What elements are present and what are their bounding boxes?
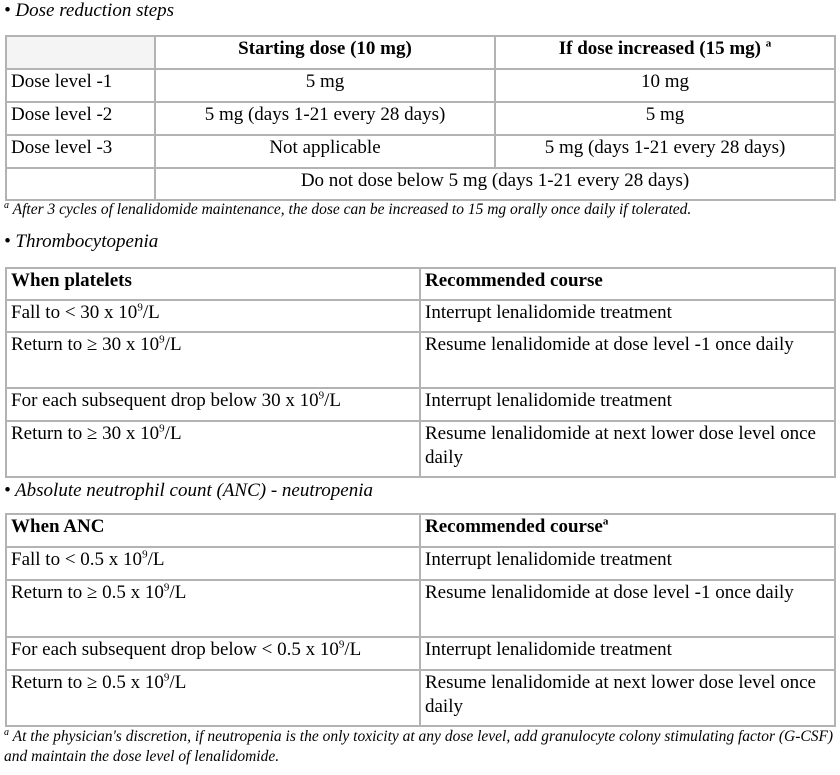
recommended-course: Resume lenalidomide at next lower dose level once daily — [420, 421, 835, 477]
table-row-minimum-dose — [6, 168, 835, 200]
table-row — [6, 332, 835, 388]
header-when-platelets: When platelets — [6, 268, 420, 300]
anc-condition: Fall to < 0.5 x $10^9/L$ — [6, 547, 420, 580]
table-row — [6, 388, 835, 421]
table-header-row — [6, 514, 835, 547]
row-label: Dose level -3 — [6, 135, 155, 168]
thrombocytopenia-heading: • Thrombocytopenia — [4, 231, 159, 252]
row-starting-value: 5 mg (days 1-21 every 28 days) — [155, 102, 495, 135]
recommended-course: Resume lenalidomide at dose level -1 once daily — [420, 580, 835, 637]
header-increased-dose: If dose increased (15 mg) $^a$ — [495, 36, 835, 69]
header-blank-cell — [6, 36, 155, 69]
header-recommended-course: Recommended course — [420, 268, 835, 300]
header-when-anc: When ANC — [6, 514, 420, 547]
platelet-condition: For each subsequent drop below 30 x $10^9/L$ — [6, 388, 420, 421]
anc-condition: Return to ≥ 0.5 x $10^9/L$ — [6, 580, 420, 637]
table-row — [6, 580, 835, 637]
recommended-course: Interrupt lenalidomide treatment — [420, 637, 835, 670]
table-row — [6, 637, 835, 670]
row-increased-value: 10 mg — [495, 69, 835, 102]
anc-footnote: $^a$ At the physician's discretion, if neutropenia is the only toxicity at any dose level, add granulocyte colony stimulating factor (G-CSF) and maintain the dose level of lenalidomide. — [4, 726, 834, 765]
row-starting-value: 5 mg — [155, 69, 495, 102]
thrombocytopenia-table — [5, 267, 836, 478]
row-label: Dose level -2 — [6, 102, 155, 135]
recommended-course: Interrupt lenalidomide treatment — [420, 300, 835, 332]
recommended-course: Resume lenalidomide at dose level -1 once daily — [420, 332, 835, 388]
row-starting-value: Not applicable — [155, 135, 495, 168]
header-recommended-course: Recommended course$^a$ — [420, 514, 835, 547]
anc-condition: For each subsequent drop below < 0.5 x $10^9/L$ — [6, 637, 420, 670]
dose-footnote: $^a$ After 3 cycles of lenalidomide maintenance, the dose can be increased to 15 mg orally once daily if tolerated. — [4, 199, 692, 218]
table-header-row — [6, 268, 835, 300]
table-row — [6, 69, 835, 102]
platelet-condition: Return to ≥ 30 x $10^9/L$ — [6, 332, 420, 388]
recommended-course: Interrupt lenalidomide treatment — [420, 547, 835, 580]
table-header-row — [6, 36, 835, 69]
recommended-course: Resume lenalidomide at next lower dose level once daily — [420, 670, 835, 726]
row-label: Dose level -1 — [6, 69, 155, 102]
header-starting-dose: Starting dose (10 mg) — [155, 36, 495, 69]
recommended-course: Interrupt lenalidomide treatment — [420, 388, 835, 421]
footnote-marker: a — [765, 37, 772, 50]
dose-reduction-heading: • Dose reduction steps — [4, 0, 175, 21]
anc-table — [5, 513, 836, 727]
footnote-marker: a — [4, 726, 9, 738]
anc-heading: • Absolute neutrophil count (ANC) - neutropenia — [4, 480, 374, 501]
platelet-condition: Return to ≥ 30 x $10^9/L$ — [6, 421, 420, 477]
table-row — [6, 300, 835, 332]
anc-condition: Return to ≥ 0.5 x $10^9/L$ — [6, 670, 420, 726]
platelet-condition: Fall to < 30 x $10^9/L$ — [6, 300, 420, 332]
table-row — [6, 421, 835, 477]
footnote-marker: a — [4, 199, 9, 211]
table-row — [6, 670, 835, 726]
table-row — [6, 102, 835, 135]
dose-reduction-table — [5, 35, 836, 201]
minimum-dose-text: Do not dose below 5 mg (days 1-21 every 28 days) — [155, 168, 835, 200]
row-label — [6, 168, 155, 200]
row-increased-value: 5 mg (days 1-21 every 28 days) — [495, 135, 835, 168]
footnote-marker: a — [602, 515, 609, 528]
row-increased-value: 5 mg — [495, 102, 835, 135]
table-row — [6, 135, 835, 168]
table-row — [6, 547, 835, 580]
